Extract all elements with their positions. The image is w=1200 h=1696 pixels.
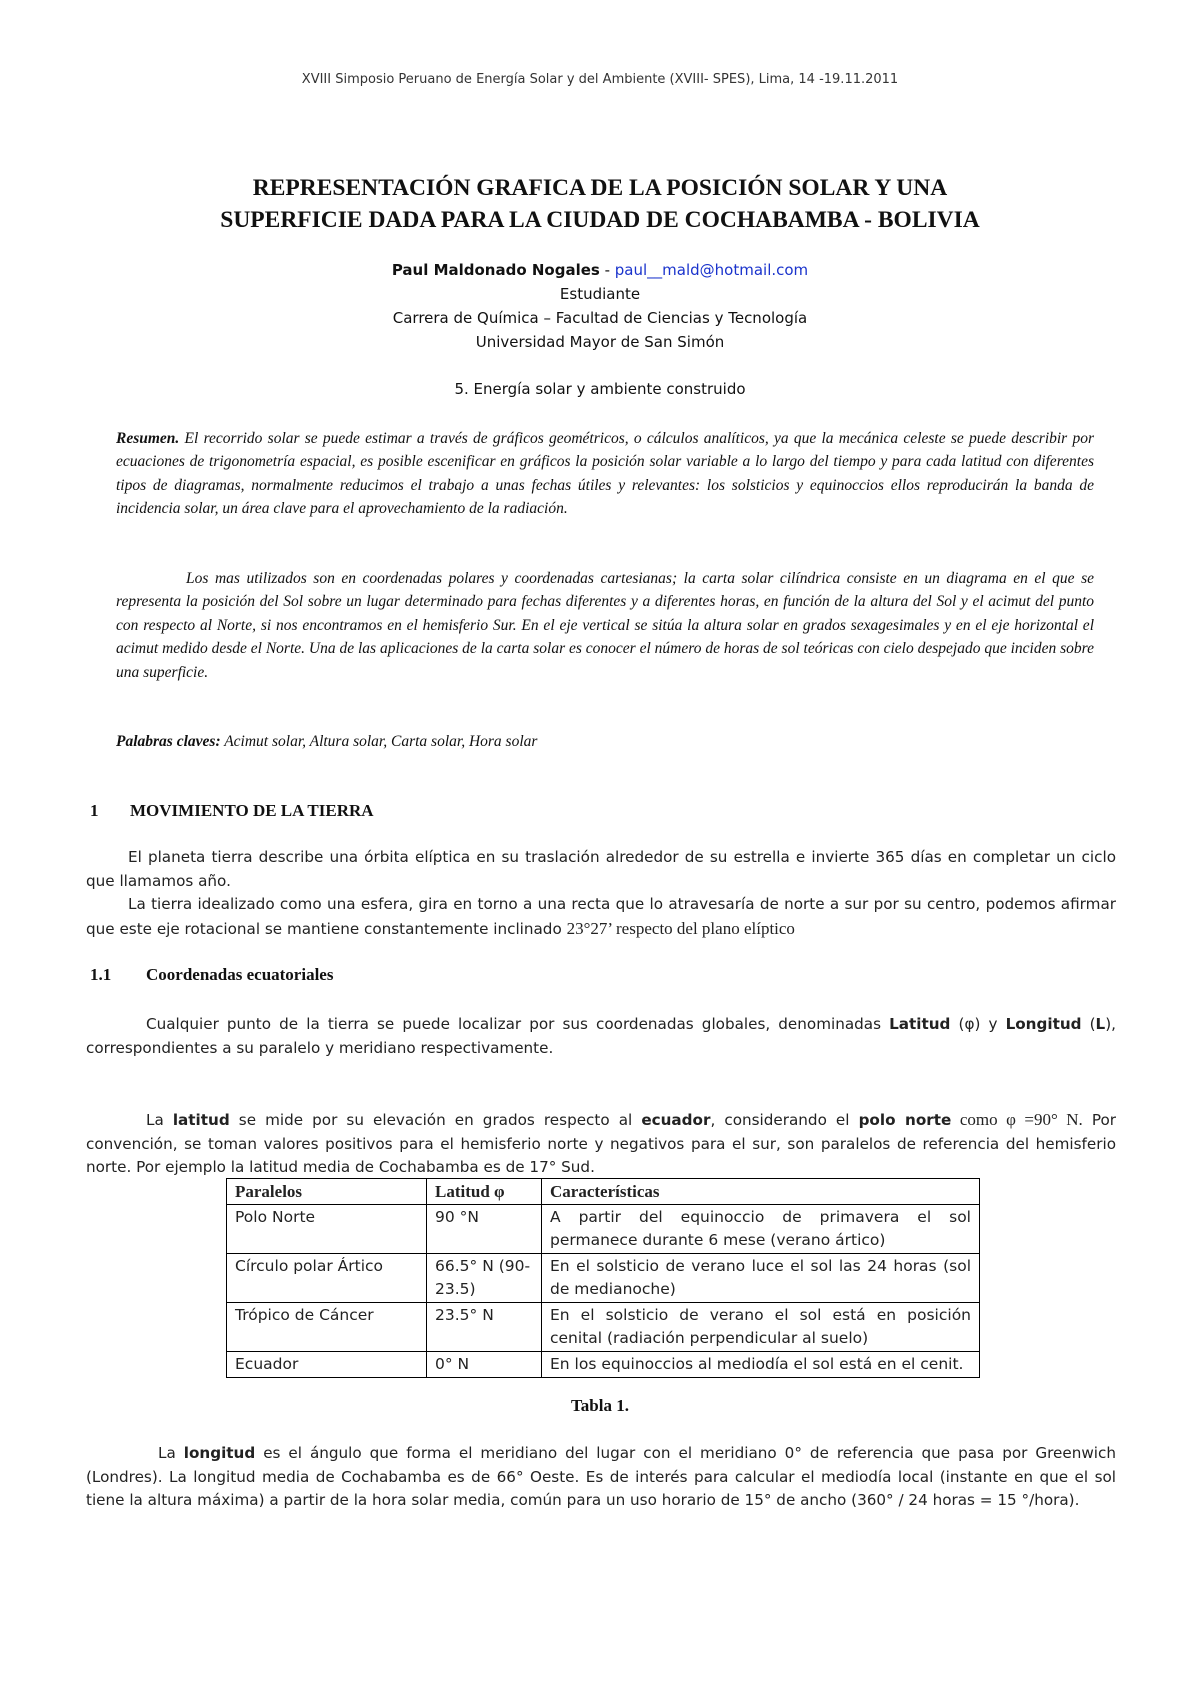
author-role: Estudiante — [559, 285, 641, 303]
abstract-paragraph-2: Los mas utilizados son en coordenadas polares y coordenadas cartesianas; la carta solar cilíndrica consiste en un diagrama en el que se representa la posición del Sol sobre un lugar determinado para fechas diferentes y a diferentes horas, en función de la altura del Sol y el acimut del punto con respecto al Norte, si nos encontramos en el hemisferio Sur. En el eje vertical se sitúa la altura solar en grados sexagesimales y en el eje horizontal el acimut medido desde el Norte. Una de las aplicaciones de la carta solar es conocer el número de horas de sol teóricas con cielo despejado que inciden sobre una superficie. — [116, 570, 1094, 681]
topic-line: 5. Energía solar y ambiente construido — [454, 380, 746, 398]
author-separator: - — [599, 261, 615, 279]
p5-longitud: longitud — [183, 1444, 256, 1462]
p3-text-3: ( — [1081, 1015, 1096, 1033]
p5-text-1: La — [158, 1444, 184, 1462]
p3-text-1: Cualquier punto de la tierra se puede localizar por sus coordenadas globales, denominadas — [146, 1015, 890, 1033]
table-row — [227, 1205, 980, 1254]
keywords-line — [116, 733, 1094, 751]
abstract-paragraph-1 — [116, 427, 1094, 521]
table-row — [227, 1352, 980, 1378]
table-cell: En los equinoccios al mediodía el sol está en el cenit. — [542, 1352, 980, 1378]
section-1-paragraph-1: El planeta tierra describe una órbita elíptica en su traslación alrededor de su estrella e invierte 365 días en completar un ciclo que llamamos año. — [86, 848, 1116, 890]
section-1-heading — [90, 801, 374, 821]
table-cell: Círculo polar Ártico — [227, 1254, 427, 1303]
table-cell: 23.5° N — [427, 1303, 542, 1352]
section-1-1-title: Coordenadas ecuatoriales — [146, 965, 334, 984]
section-1-title: MOVIMIENTO DE LA TIERRA — [130, 801, 374, 820]
p3-longitud: Longitud — [1005, 1015, 1082, 1033]
author-email-link[interactable]: paul__mald@hotmail.com — [614, 261, 809, 279]
table-cell: 0° N — [427, 1352, 542, 1378]
abstract-label: Resumen. — [116, 430, 180, 447]
parallels-table — [226, 1178, 980, 1378]
table-cell: 66.5° N (90-23.5) — [427, 1254, 542, 1303]
p4-polo-norte: polo norte — [858, 1111, 952, 1129]
section-1-number: 1 — [90, 801, 99, 820]
abstract-text-1: El recorrido solar se puede estimar a través de gráficos geométricos, o cálculos analíticos, ya que la mecánica celeste se puede describir por ecuaciones de trigonometría espacial, es posible escenificar en gráficos la posición solar variable a lo largo del tiempo y para cada latitud con diferentes tipos de diagramas, normalmente reducimos el trabajo a unas fechas útiles y relevantes: los solsticios y equinoccios ellos reproducirán la banda de incidencia solar, un área clave para el aprovechamiento de la radiación. — [116, 430, 1094, 518]
p3-text-4: ), correspondientes a su paralelo y meridiano respectivamente. — [86, 1015, 1116, 1057]
table-row — [227, 1254, 980, 1303]
keywords-label: Palabras claves: — [116, 733, 221, 750]
keywords-text: Acimut solar, Altura solar, Carta solar, Hora solar — [220, 733, 538, 750]
p4-ecuador: ecuador — [641, 1111, 711, 1129]
author-block — [100, 258, 1100, 354]
p4-phi-text: como φ =90° N. — [951, 1110, 1083, 1129]
author-name: Paul Maldonado Nogales — [391, 261, 600, 279]
table-cell: Trópico de Cáncer — [227, 1303, 427, 1352]
table-row — [227, 1303, 980, 1352]
section-1-1-paragraph-1 — [86, 1013, 1116, 1060]
title-line-2: SUPERFICIE DADA PARA LA CIUDAD DE COCHABAMBA - BOLIVIA — [220, 207, 980, 233]
table-cell: Ecuador — [227, 1352, 427, 1378]
title-line-1: REPRESENTACIÓN GRAFICA DE LA POSICIÓN SOLAR Y UNA — [252, 175, 948, 201]
p2-angle-text: 23°27’ respecto del plano elíptico — [566, 918, 795, 938]
table-header-cell: Características — [542, 1179, 980, 1205]
p3-text-2: (φ) y — [950, 1015, 1006, 1033]
running-head: XVIII Simposio Peruano de Energía Solar y del Ambiente (XVIII- SPES), Lima, 14 -19.11.2011 — [301, 72, 899, 87]
author-line — [100, 258, 1100, 282]
table-cell: 90 °N — [427, 1205, 542, 1254]
author-department: Carrera de Química – Facultad de Ciencias y Tecnología — [392, 309, 808, 327]
p2-text: La tierra idealizado como una esfera, gira en torno a una recta que lo atravesaría de norte a sur por su centro, podemos afirmar que este eje rotacional se mantiene constantemente inclinado — [86, 895, 1116, 938]
paper-title — [100, 172, 1100, 236]
p4-text-4: Por convención, se toman valores positivos para el hemisferio norte y negativos para el sur, son paralelos de referencia del hemisferio norte. Por ejemplo la latitud media de Cochabamba es de 17° Sud. — [86, 1111, 1117, 1176]
table-cell: En el solsticio de verano el sol está en posición cenital (radiación perpendicular al suelo) — [542, 1303, 980, 1352]
p3-latitud: Latitud — [889, 1015, 951, 1033]
table-cell: A partir del equinoccio de primavera el sol permanece durante 6 mese (verano ártico) — [542, 1205, 980, 1254]
section-1-1-paragraph-2 — [86, 1108, 1116, 1180]
table-header-cell: Latitud φ — [427, 1179, 542, 1205]
p4-text-2: se mide por su elevación en grados respecto al — [229, 1111, 642, 1129]
longitude-paragraph — [86, 1442, 1116, 1513]
p4-text-1: La — [146, 1111, 173, 1129]
table-caption: Tabla 1. — [571, 1396, 629, 1415]
section-1-paragraph-2 — [86, 893, 1116, 941]
p5-text-2: es el ángulo que forma el meridiano del lugar con el meridiano 0° de referencia que pasa por Greenwich (Londres). La longitud media de Cochabamba es de 66° Oeste. Es de interés para calcular el mediodía local (instante en que el sol tiene la altura máxima) a partir de la hora solar media, común para un uso horario de 15° de ancho (360° / 24 horas = 15 °/hora). — [86, 1444, 1116, 1509]
section-1-1-number: 1.1 — [90, 965, 112, 984]
p4-latitud: latitud — [172, 1111, 230, 1129]
table-cell: En el solsticio de verano luce el sol las 24 horas (sol de medianoche) — [542, 1254, 980, 1303]
p4-text-3: , considerando el — [710, 1111, 859, 1129]
table-header-row — [227, 1179, 980, 1205]
section-1-1-heading — [90, 965, 333, 985]
author-university: Universidad Mayor de San Simón — [475, 333, 725, 351]
table-header-cell: Paralelos — [227, 1179, 427, 1205]
p3-L: L — [1095, 1015, 1106, 1033]
table-cell: Polo Norte — [227, 1205, 427, 1254]
